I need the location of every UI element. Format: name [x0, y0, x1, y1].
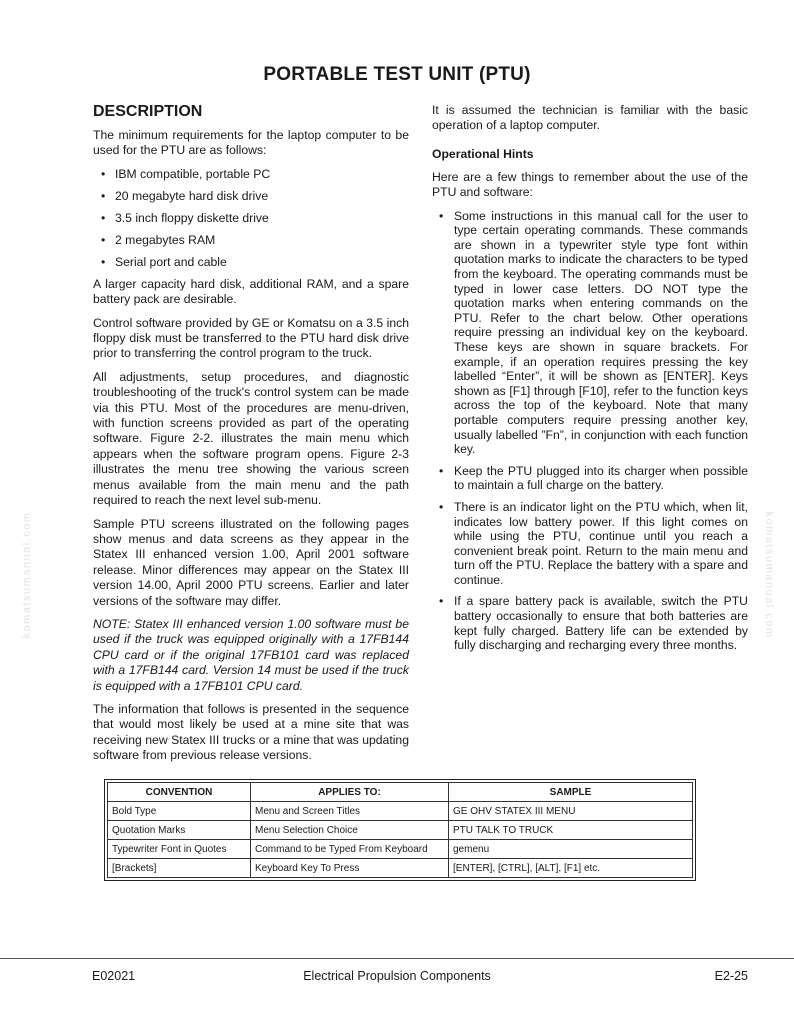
left-column — [93, 103, 409, 772]
footer-page-number: E2-25 — [714, 969, 748, 983]
hint-item: • There is an indicator light on the PTU which, when lit, indicates low battery power. If this light comes on while using the PTU, continue until you reach a convenient break point. Return to the main menu and turn off the PTU. Replace the battery with a spare and continue. — [432, 500, 748, 588]
footer-divider — [0, 958, 794, 959]
table-cell: Quotation Marks — [108, 821, 251, 840]
table-cell: Keyboard Key To Press — [251, 859, 449, 878]
paragraph-sequence: The information that follows is presented in the sequence that would most likely be used at a mine site that was receiving new Statex III trucks or a mine that was updating software from previous release versions. — [93, 701, 409, 763]
column-header: CONVENTION — [108, 783, 251, 802]
table-row — [108, 859, 693, 878]
table-cell: gemenu — [449, 840, 693, 859]
requirements-intro: The minimum requirements for the laptop computer to be used for the PTU are as follows: — [93, 128, 409, 158]
hint-item: • Some instructions in this manual call for the user to type certain operating commands. These commands are shown in a typewriter style type font within quotation marks to indicate the characters to be typed from the keyboard. The operating commands must be typed in lower case letters. DO NOT type the quotation marks when entering commands on the PTU. Refer to the chart below. Other operations require pressing an individual key on the keyboard. These keys are shown in square brackets. For example, if an operation requires pressing the key labelled “Enter”, it will be shown as [ENTER]. Keys shown as [F1] through [F10], refer to the function keys across the top of the keyboard. Note that many portable computers require pressing another key, usually labelled ”Fn”, in conjunction with each function key. — [432, 209, 748, 457]
version-note: NOTE: Statex III enhanced version 1.00 software must be used if the truck was equipped originally with a 17FB144 CPU card or if the original 17FB101 card was replaced with a 17FB144 card. Version 14 must be used if the truck is equipped with a 17FB101 CPU card. — [93, 616, 409, 693]
right-column — [432, 103, 748, 660]
operational-hints-heading: Operational Hints — [432, 146, 534, 161]
table-cell: Command to be Typed From Keyboard — [251, 840, 449, 859]
table-cell: Typewriter Font in Quotes — [108, 840, 251, 859]
right-intro: It is assumed the technician is familiar with the basic operation of a laptop computer. — [432, 103, 748, 133]
requirement-item: • 2 megabytes RAM — [93, 233, 409, 248]
requirement-item: • IBM compatible, portable PC — [93, 167, 409, 182]
page-title: PORTABLE TEST UNIT (PTU) — [263, 64, 531, 85]
hints-list — [432, 209, 748, 653]
description-heading: DESCRIPTION — [93, 103, 203, 120]
table-header-row — [108, 783, 693, 802]
footer-doc-number: E02021 — [92, 969, 136, 983]
table-row — [108, 821, 693, 840]
table-cell: GE OHV STATEX III MENU — [449, 802, 693, 821]
table-cell: [Brackets] — [108, 859, 251, 878]
table-cell: Menu and Screen Titles — [251, 802, 449, 821]
table-cell: Menu Selection Choice — [251, 821, 449, 840]
requirement-item: • 3.5 inch floppy diskette drive — [93, 211, 409, 226]
table-cell: [ENTER], [CTRL], [ALT], [F1] etc. — [449, 859, 693, 878]
paragraph-sample-screens: Sample PTU screens illustrated on the following pages show menus and data screens as they appear in the Statex III enhanced version 1.00, April 2001 software release. Minor differences may appear on the Statex III version 14.00, April 2000 PTU screens. Earlier and later versions of the software may differ. — [93, 516, 409, 608]
table-cell: Bold Type — [108, 802, 251, 821]
watermark-left: komatsumanual.com — [21, 511, 33, 639]
footer-section-title: Electrical Propulsion Components — [303, 969, 491, 983]
watermark-right: komatsumanual.com — [763, 511, 775, 639]
table-row — [108, 802, 693, 821]
table-cell: PTU TALK TO TRUCK — [449, 821, 693, 840]
table-row — [108, 840, 693, 859]
requirement-item: • Serial port and cable — [93, 255, 409, 270]
hint-item: • Keep the PTU plugged into its charger when possible to maintain a full charge on the battery. — [432, 464, 748, 493]
hints-intro: Here are a few things to remember about the use of the PTU and software: — [432, 169, 748, 200]
column-header: SAMPLE — [449, 783, 693, 802]
hint-item: • If a spare battery pack is available, switch the PTU battery occasionally to ensure that both batteries are kept fully charged. Battery life can be extended by fully discharging and recharging every three months. — [432, 594, 748, 652]
requirement-item: • 20 megabyte hard disk drive — [93, 189, 409, 204]
paragraph-adjustments: All adjustments, setup procedures, and diagnostic troubleshooting of the truck's control system can be made via this PTU. Most of the procedures are menu-driven, with function screens provided as part of the operating software. Figure 2-2. illustrates the main menu which appears when the software program opens. Figure 2-3 illustrates the menu tree showing the various screen menus available from the main menu and the path required to reach the next level sub-menu. — [93, 369, 409, 508]
column-header: APPLIES TO: — [251, 783, 449, 802]
paragraph-control-software: Control software provided by GE or Komatsu on a 3.5 inch floppy disk must be transferred to the PTU hard disk drive prior to transferring the control program to the truck. — [93, 315, 409, 361]
requirements-list — [93, 167, 409, 270]
paragraph-desirable: A larger capacity hard disk, additional RAM, and a spare battery pack are desirable. — [93, 276, 409, 307]
conventions-table — [104, 779, 696, 881]
